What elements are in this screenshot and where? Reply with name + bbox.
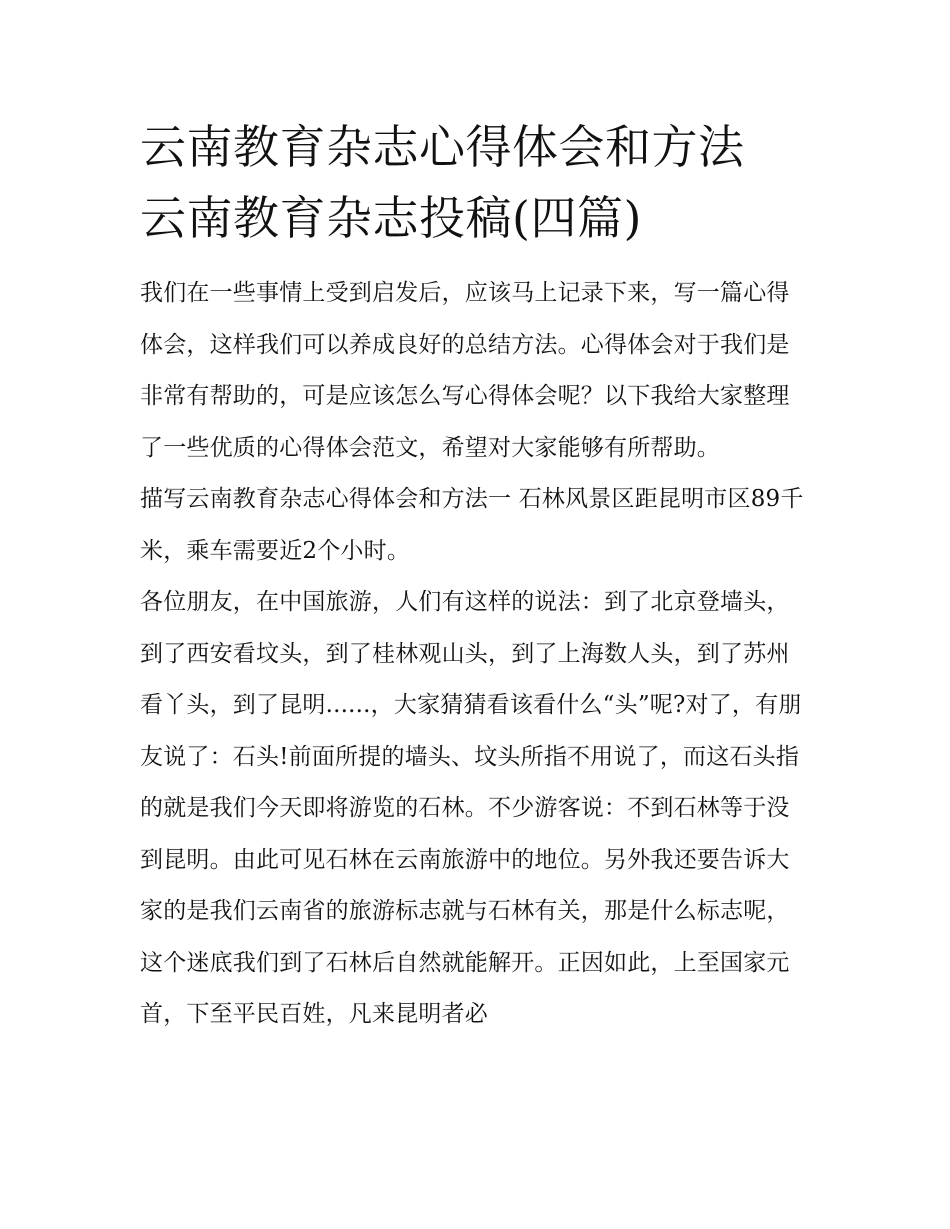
document-title: [140, 112, 812, 254]
body-paragraph: 各位朋友，在中国旅游，人们有这样的说法：到了北京登墙头，到了西安看坟头，到了桂林观山头，到了上海数人头，到了苏州看丫头，到了昆明......，大家猜猜看该看什么“头”呢?对了，有朋友说了：石头!前面所提的墙头、坟头所指不用说了，而这石头指的就是我们今天即将游览的石林。不少游客说：不到石林等于没到昆明。由此可见石林在云南旅游中的地位。另外我还要告诉大家的是我们云南省的旅游标志就与石林有关，那是什么标志呢，这个迷底我们到了石林后自然就能解开。正因如此，上至国家元首，下至平民百姓，凡来昆明者必: [140, 589, 802, 1027]
title-line-1: 云南教育杂志心得体会和方法: [140, 120, 745, 174]
title-line-2: 云南教育杂志投稿(四篇): [140, 191, 642, 245]
intro-paragraph: 我们在一些事情上受到启发后，应该马上记录下来，写一篇心得体会，这样我们可以养成良好的总结方法。心得体会对于我们是非常有帮助的，可是应该怎么写心得体会呢？以下我给大家整理了一些优质的心得体会范文，希望对大家能够有所帮助。: [140, 280, 790, 461]
section-one-paragraph: 描写云南教育杂志心得体会和方法一 石林风景区距昆明市区89千米，乘车需要近2个小时。: [140, 486, 804, 564]
